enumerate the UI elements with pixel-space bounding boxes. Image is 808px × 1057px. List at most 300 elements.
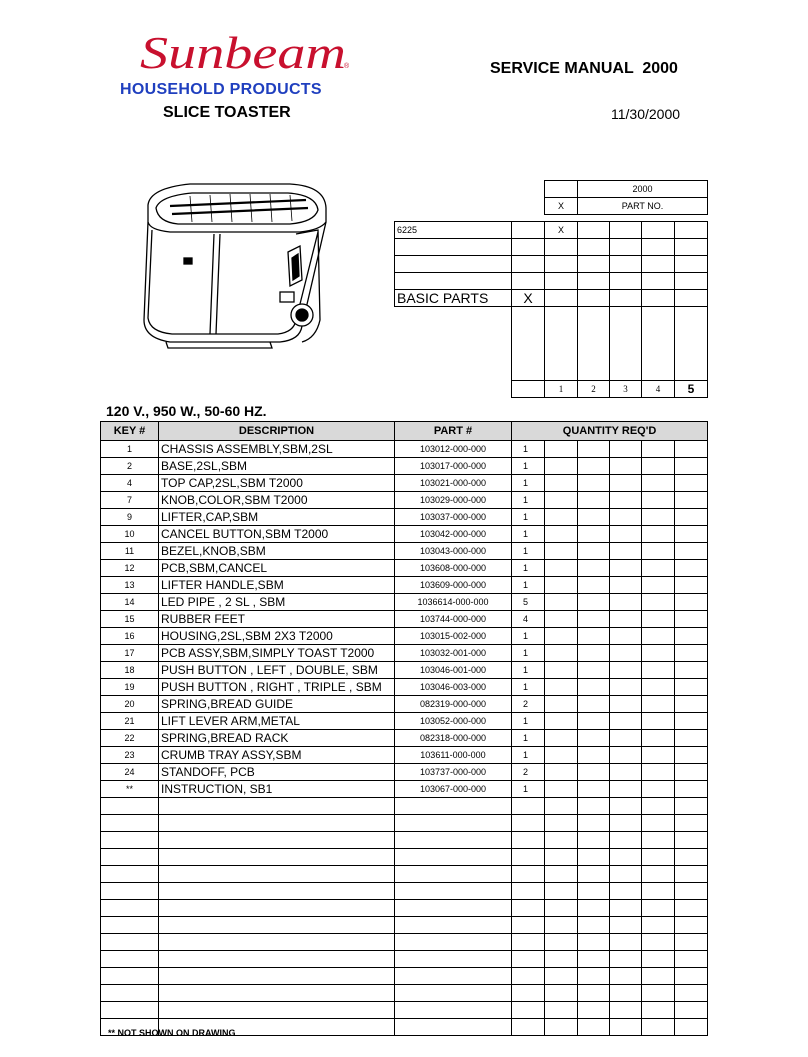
- brand-wordmark: Sunbeam: [140, 27, 346, 78]
- table-row: [101, 594, 708, 611]
- qty-col-cell: [578, 509, 610, 526]
- part-number-cell: [395, 985, 512, 1002]
- qty-col-cell: [675, 968, 708, 985]
- qty-col-cell: [675, 900, 708, 917]
- part-number-cell: [395, 917, 512, 934]
- table-row: [101, 662, 708, 679]
- table-row: [101, 798, 708, 815]
- qty-col-cell: [610, 560, 642, 577]
- table-row: [101, 900, 708, 917]
- quantity-cell: 1: [512, 679, 545, 696]
- qty-col-cell: [675, 798, 708, 815]
- qty-col-cell: [642, 1019, 675, 1036]
- column-number-4: 4: [642, 381, 675, 398]
- quantity-cell: [512, 866, 545, 883]
- qty-col-cell: [675, 985, 708, 1002]
- qty-col-cell: [545, 832, 578, 849]
- qty-col-cell: [610, 577, 642, 594]
- part-number-cell: 082318-000-000: [395, 730, 512, 747]
- quantity-cell: 1: [512, 713, 545, 730]
- key-cell: 2: [101, 458, 159, 475]
- qty-col-cell: [578, 662, 610, 679]
- toaster-drawing: [130, 170, 340, 355]
- description-cell: LIFTER HANDLE,SBM: [159, 577, 395, 594]
- qty-col-cell: [545, 849, 578, 866]
- quantity-cell: 1: [512, 543, 545, 560]
- description-cell: INSTRUCTION, SB1: [159, 781, 395, 798]
- qty-col-cell: [642, 458, 675, 475]
- qty-col-cell: [545, 713, 578, 730]
- qty-col-cell: [578, 900, 610, 917]
- qty-col-cell: [642, 883, 675, 900]
- manual-title: SERVICE MANUAL 2000: [490, 60, 678, 77]
- qty-col-cell: [642, 543, 675, 560]
- table-row: [101, 815, 708, 832]
- key-cell: 17: [101, 645, 159, 662]
- quantity-cell: 1: [512, 526, 545, 543]
- description-cell: [159, 934, 395, 951]
- qty-col-cell: [642, 985, 675, 1002]
- qty-col-cell: [642, 730, 675, 747]
- qty-col-cell: [545, 917, 578, 934]
- table-row: [101, 985, 708, 1002]
- table-row: [101, 832, 708, 849]
- qty-col-cell: [642, 764, 675, 781]
- part-number-cell: [395, 883, 512, 900]
- qty-col-cell: [610, 764, 642, 781]
- description-cell: LED PIPE , 2 SL , SBM: [159, 594, 395, 611]
- description-cell: CANCEL BUTTON,SBM T2000: [159, 526, 395, 543]
- qty-col-cell: [610, 951, 642, 968]
- qty-col-cell: [610, 832, 642, 849]
- table-row: [101, 747, 708, 764]
- qty-col-cell: [610, 781, 642, 798]
- qty-col-cell: [610, 798, 642, 815]
- table-row: [101, 934, 708, 951]
- qty-col-cell: [675, 458, 708, 475]
- header-part: PART #: [395, 422, 512, 441]
- description-cell: PUSH BUTTON , LEFT , DOUBLE, SBM: [159, 662, 395, 679]
- table-row: [101, 526, 708, 543]
- table-row: [101, 1002, 708, 1019]
- part-number-cell: [395, 815, 512, 832]
- key-cell: 21: [101, 713, 159, 730]
- quantity-cell: [512, 917, 545, 934]
- part-number-cell: 103029-000-000: [395, 492, 512, 509]
- qty-col-cell: [642, 968, 675, 985]
- qty-col-cell: [545, 951, 578, 968]
- qty-col-cell: [642, 832, 675, 849]
- parts-body: [101, 441, 708, 1036]
- description-cell: SPRING,BREAD GUIDE: [159, 696, 395, 713]
- qty-col-cell: [642, 747, 675, 764]
- table-row: [101, 866, 708, 883]
- quantity-cell: 1: [512, 577, 545, 594]
- key-cell: 4: [101, 475, 159, 492]
- description-cell: SPRING,BREAD RACK: [159, 730, 395, 747]
- config-table: [394, 180, 708, 398]
- quantity-cell: 1: [512, 509, 545, 526]
- qty-col-cell: [545, 1019, 578, 1036]
- quantity-cell: 1: [512, 475, 545, 492]
- qty-col-cell: [545, 441, 578, 458]
- key-cell: 9: [101, 509, 159, 526]
- description-cell: LIFTER,CAP,SBM: [159, 509, 395, 526]
- model-x-mark: X: [545, 222, 578, 239]
- part-number-cell: 103611-000-000: [395, 747, 512, 764]
- part-number-cell: 1036614-000-000: [395, 594, 512, 611]
- qty-col-cell: [610, 475, 642, 492]
- qty-col-cell: [675, 526, 708, 543]
- document-title: SLICE TOASTER: [163, 104, 291, 121]
- qty-col-cell: [578, 815, 610, 832]
- qty-col-cell: [578, 798, 610, 815]
- header-description: DESCRIPTION: [159, 422, 395, 441]
- part-number-cell: [395, 832, 512, 849]
- table-row: [101, 645, 708, 662]
- quantity-cell: 1: [512, 747, 545, 764]
- qty-col-cell: [642, 798, 675, 815]
- qty-col-cell: [642, 509, 675, 526]
- qty-col-cell: [545, 645, 578, 662]
- qty-col-cell: [610, 900, 642, 917]
- description-cell: [159, 866, 395, 883]
- part-number-cell: 103737-000-000: [395, 764, 512, 781]
- qty-col-cell: [642, 645, 675, 662]
- brand-subtitle: HOUSEHOLD PRODUCTS: [120, 81, 322, 98]
- qty-col-cell: [675, 849, 708, 866]
- qty-col-cell: [578, 475, 610, 492]
- table-row: [101, 764, 708, 781]
- key-cell: 16: [101, 628, 159, 645]
- quantity-cell: [512, 951, 545, 968]
- part-number-cell: 103032-001-000: [395, 645, 512, 662]
- description-cell: [159, 917, 395, 934]
- header-quantity: QUANTITY REQ'D: [512, 422, 708, 441]
- qty-col-cell: [578, 526, 610, 543]
- qty-col-cell: [610, 662, 642, 679]
- qty-col-cell: [578, 764, 610, 781]
- quantity-cell: 2: [512, 764, 545, 781]
- qty-col-cell: [610, 815, 642, 832]
- qty-col-cell: [642, 679, 675, 696]
- qty-col-cell: [578, 747, 610, 764]
- qty-col-cell: [675, 492, 708, 509]
- qty-col-cell: [642, 815, 675, 832]
- qty-col-cell: [578, 951, 610, 968]
- key-cell: [101, 951, 159, 968]
- description-cell: RUBBER FEET: [159, 611, 395, 628]
- quantity-cell: 4: [512, 611, 545, 628]
- qty-col-cell: [545, 866, 578, 883]
- qty-col-cell: [642, 628, 675, 645]
- qty-col-cell: [642, 849, 675, 866]
- part-number-cell: 103021-000-000: [395, 475, 512, 492]
- qty-col-cell: [610, 985, 642, 1002]
- part-number-cell: [395, 866, 512, 883]
- key-cell: 14: [101, 594, 159, 611]
- qty-col-cell: [545, 594, 578, 611]
- description-cell: STANDOFF, PCB: [159, 764, 395, 781]
- qty-col-cell: [675, 645, 708, 662]
- part-number-cell: [395, 1002, 512, 1019]
- part-number-cell: [395, 1019, 512, 1036]
- table-row: [101, 611, 708, 628]
- key-cell: **: [101, 781, 159, 798]
- parts-table: [100, 421, 708, 1036]
- part-number-cell: 103046-003-000: [395, 679, 512, 696]
- qty-col-cell: [675, 441, 708, 458]
- qty-col-cell: [610, 543, 642, 560]
- sunbeam-logo: [136, 22, 358, 84]
- qty-col-cell: [545, 458, 578, 475]
- qty-col-cell: [642, 917, 675, 934]
- qty-col-cell: [578, 883, 610, 900]
- model-number: 6225: [395, 222, 512, 239]
- description-cell: [159, 815, 395, 832]
- quantity-cell: 1: [512, 730, 545, 747]
- qty-col-cell: [578, 492, 610, 509]
- config-x-mark: X: [545, 198, 578, 215]
- quantity-cell: 1: [512, 492, 545, 509]
- description-cell: PUSH BUTTON , RIGHT , TRIPLE , SBM: [159, 679, 395, 696]
- qty-col-cell: [545, 781, 578, 798]
- qty-col-cell: [675, 611, 708, 628]
- qty-col-cell: [578, 611, 610, 628]
- qty-col-cell: [610, 968, 642, 985]
- quantity-cell: 2: [512, 696, 545, 713]
- qty-col-cell: [545, 475, 578, 492]
- key-cell: 12: [101, 560, 159, 577]
- key-cell: 15: [101, 611, 159, 628]
- description-cell: CHASSIS ASSEMBLY,SBM,2SL: [159, 441, 395, 458]
- qty-col-cell: [642, 713, 675, 730]
- qty-col-cell: [675, 1002, 708, 1019]
- qty-col-cell: [675, 781, 708, 798]
- qty-col-cell: [545, 560, 578, 577]
- key-cell: 11: [101, 543, 159, 560]
- quantity-cell: [512, 934, 545, 951]
- part-number-cell: [395, 934, 512, 951]
- qty-col-cell: [578, 730, 610, 747]
- qty-col-cell: [578, 781, 610, 798]
- part-number-cell: 103042-000-000: [395, 526, 512, 543]
- description-cell: [159, 1002, 395, 1019]
- qty-col-cell: [610, 509, 642, 526]
- quantity-cell: [512, 832, 545, 849]
- description-cell: [159, 849, 395, 866]
- basic-parts-mark: X: [512, 290, 545, 307]
- footnote: ** NOT SHOWN ON DRAWING: [108, 1028, 236, 1038]
- qty-col-cell: [642, 441, 675, 458]
- qty-col-cell: [578, 679, 610, 696]
- qty-col-cell: [610, 747, 642, 764]
- qty-col-cell: [578, 832, 610, 849]
- part-number-cell: 103609-000-000: [395, 577, 512, 594]
- key-cell: [101, 866, 159, 883]
- qty-col-cell: [610, 628, 642, 645]
- qty-col-cell: [610, 441, 642, 458]
- key-cell: 20: [101, 696, 159, 713]
- key-cell: 24: [101, 764, 159, 781]
- qty-col-cell: [545, 696, 578, 713]
- qty-col-cell: [578, 628, 610, 645]
- qty-col-cell: [545, 679, 578, 696]
- qty-col-cell: [642, 781, 675, 798]
- table-row: [101, 543, 708, 560]
- qty-col-cell: [642, 934, 675, 951]
- qty-col-cell: [675, 577, 708, 594]
- qty-col-cell: [675, 713, 708, 730]
- qty-col-cell: [642, 475, 675, 492]
- qty-col-cell: [610, 696, 642, 713]
- part-no-label: PART NO.: [578, 198, 708, 215]
- table-row: [101, 475, 708, 492]
- description-cell: PCB ASSY,SBM,SIMPLY TOAST T2000: [159, 645, 395, 662]
- table-row: [101, 781, 708, 798]
- qty-col-cell: [610, 917, 642, 934]
- qty-col-cell: [545, 543, 578, 560]
- table-row: [101, 951, 708, 968]
- qty-col-cell: [545, 628, 578, 645]
- description-cell: CRUMB TRAY ASSY,SBM: [159, 747, 395, 764]
- table-row: [101, 560, 708, 577]
- qty-col-cell: [578, 849, 610, 866]
- key-cell: [101, 900, 159, 917]
- table-row: [101, 628, 708, 645]
- description-cell: [159, 968, 395, 985]
- part-number-cell: [395, 951, 512, 968]
- key-cell: 18: [101, 662, 159, 679]
- column-number-5: 5: [675, 381, 708, 398]
- qty-col-cell: [610, 611, 642, 628]
- key-cell: [101, 1002, 159, 1019]
- part-number-cell: 103012-000-000: [395, 441, 512, 458]
- qty-col-cell: [675, 560, 708, 577]
- qty-col-cell: [578, 866, 610, 883]
- key-cell: [101, 883, 159, 900]
- qty-col-cell: [642, 492, 675, 509]
- qty-col-cell: [578, 543, 610, 560]
- quantity-cell: 1: [512, 645, 545, 662]
- qty-col-cell: [545, 662, 578, 679]
- table-row: [101, 679, 708, 696]
- electrical-spec: 120 V., 950 W., 50-60 HZ.: [106, 403, 267, 419]
- qty-col-cell: [578, 560, 610, 577]
- key-cell: [101, 968, 159, 985]
- qty-col-cell: [578, 594, 610, 611]
- qty-col-cell: [642, 662, 675, 679]
- qty-col-cell: [545, 509, 578, 526]
- description-cell: TOP CAP,2SL,SBM T2000: [159, 475, 395, 492]
- quantity-cell: [512, 849, 545, 866]
- qty-col-cell: [610, 1019, 642, 1036]
- qty-col-cell: [545, 798, 578, 815]
- qty-col-cell: [610, 883, 642, 900]
- qty-col-cell: [642, 560, 675, 577]
- qty-col-cell: [545, 611, 578, 628]
- description-cell: [159, 798, 395, 815]
- table-row: [101, 730, 708, 747]
- qty-col-cell: [675, 475, 708, 492]
- qty-col-cell: [642, 526, 675, 543]
- qty-col-cell: [545, 883, 578, 900]
- key-cell: 1: [101, 441, 159, 458]
- basic-parts-label: BASIC PARTS: [395, 290, 512, 307]
- header-key: KEY #: [101, 422, 159, 441]
- column-number-2: 2: [578, 381, 610, 398]
- quantity-cell: 1: [512, 628, 545, 645]
- qty-col-cell: [545, 815, 578, 832]
- table-row: [101, 696, 708, 713]
- qty-col-cell: [610, 934, 642, 951]
- key-cell: 10: [101, 526, 159, 543]
- quantity-cell: [512, 968, 545, 985]
- description-cell: BEZEL,KNOB,SBM: [159, 543, 395, 560]
- quantity-cell: [512, 900, 545, 917]
- qty-col-cell: [675, 696, 708, 713]
- qty-col-cell: [545, 492, 578, 509]
- qty-col-cell: [578, 1019, 610, 1036]
- qty-col-cell: [675, 662, 708, 679]
- table-row: [101, 492, 708, 509]
- column-number-1: 1: [545, 381, 578, 398]
- part-number-cell: 103052-000-000: [395, 713, 512, 730]
- config-year: 2000: [578, 181, 708, 198]
- qty-col-cell: [545, 900, 578, 917]
- quantity-cell: [512, 1019, 545, 1036]
- key-cell: [101, 934, 159, 951]
- qty-col-cell: [578, 713, 610, 730]
- qty-col-cell: [675, 764, 708, 781]
- key-cell: 13: [101, 577, 159, 594]
- qty-col-cell: [610, 492, 642, 509]
- qty-col-cell: [578, 696, 610, 713]
- qty-col-cell: [642, 594, 675, 611]
- qty-col-cell: [578, 917, 610, 934]
- table-row: [101, 968, 708, 985]
- qty-col-cell: [578, 968, 610, 985]
- qty-col-cell: [545, 747, 578, 764]
- qty-col-cell: [675, 815, 708, 832]
- qty-col-cell: [675, 883, 708, 900]
- key-cell: [101, 832, 159, 849]
- qty-col-cell: [675, 543, 708, 560]
- key-cell: 7: [101, 492, 159, 509]
- qty-col-cell: [642, 611, 675, 628]
- table-row: [101, 917, 708, 934]
- qty-col-cell: [610, 849, 642, 866]
- qty-col-cell: [610, 526, 642, 543]
- table-row: [101, 458, 708, 475]
- quantity-cell: 1: [512, 560, 545, 577]
- qty-col-cell: [578, 1002, 610, 1019]
- qty-col-cell: [675, 951, 708, 968]
- part-number-cell: 103015-002-000: [395, 628, 512, 645]
- table-row: [101, 509, 708, 526]
- quantity-cell: [512, 985, 545, 1002]
- table-row: [101, 849, 708, 866]
- quantity-cell: 1: [512, 441, 545, 458]
- qty-col-cell: [675, 832, 708, 849]
- qty-col-cell: [578, 985, 610, 1002]
- description-cell: [159, 951, 395, 968]
- qty-col-cell: [642, 577, 675, 594]
- table-row: [101, 441, 708, 458]
- quantity-cell: 1: [512, 458, 545, 475]
- description-cell: KNOB,COLOR,SBM T2000: [159, 492, 395, 509]
- qty-col-cell: [642, 900, 675, 917]
